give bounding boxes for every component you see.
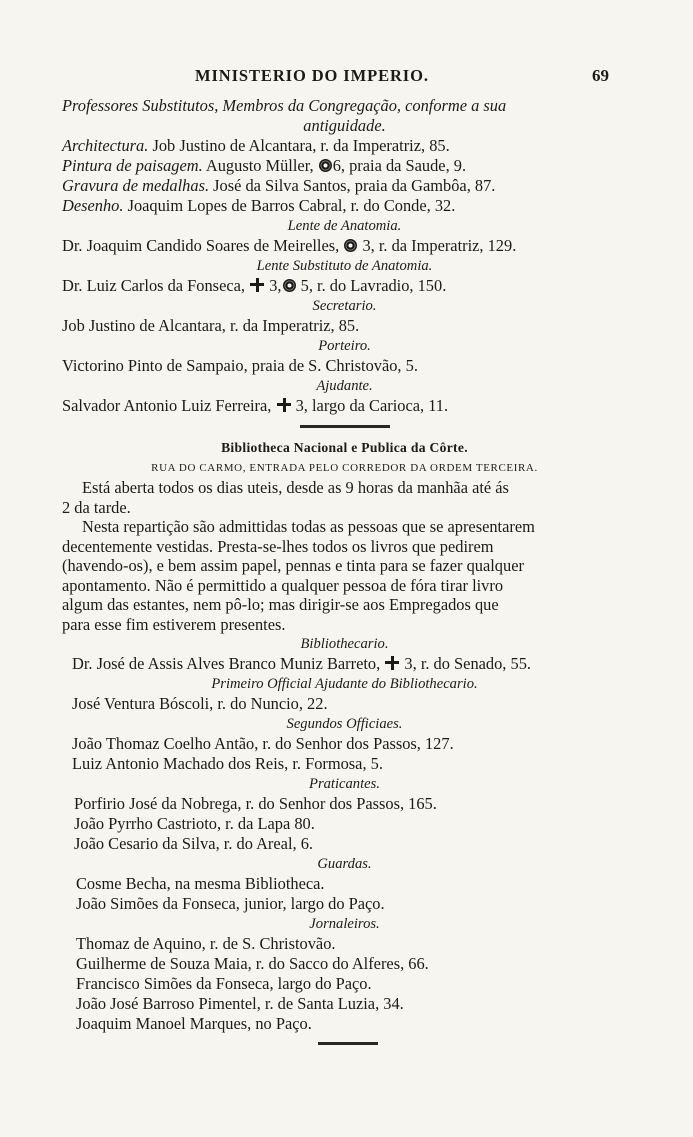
end-rule [318, 1042, 378, 1045]
lente-anatomia-heading: Lente de Anatomia. [287, 218, 402, 234]
professors-heading: Professores Substitutos, Membros da Congregação, conforme a sua [62, 96, 507, 115]
lente-anatomia: Dr. Joaquim Candido Soares de Meirelles, 3, r. da Imperatriz, 129. [62, 236, 517, 255]
segundos-heading: Segundos Officiaes. [286, 716, 403, 732]
list-item: Guilherme de Souza Maia, r. do Sacco do Alferes, 66. [76, 954, 429, 973]
entry-desenho: Desenho. Joaquim Lopes de Barros Cabral, r. do Conde, 32. [62, 196, 456, 215]
library-rules: Nesta repartição são admittidas todas as pessoas que se apresentarem decentemente vestidas. Presta-se-lhes todos os livros que pedirem (havendo-os), e bem assim papel, pennas e tinta para se fazer qualquer apontamento. Não é permittido a qualquer pessoa de fóra tirar livro algum das estantes, nem pô-lo; mas dirigir-se aos Empregados que para esse fim estiverem presentes. [62, 517, 535, 634]
list-item: Thomaz de Aquino, r. de S. Christovão. [76, 934, 336, 953]
section-divider [300, 425, 390, 428]
page-header [0, 66, 693, 90]
order-rose-icon [344, 239, 357, 252]
secretario-heading: Secretario. [312, 298, 377, 314]
porteiro: Victorino Pinto de Sampaio, praia de S. Christovão, 5. [62, 356, 418, 375]
page-number: 69 [592, 66, 609, 85]
list-item: Francisco Simões da Fonseca, largo do Paço. [76, 974, 372, 993]
primeiro-heading: Primeiro Official Ajudante do Bibliothecario. [211, 676, 478, 692]
bibliothecario: Dr. José de Assis Alves Branco Muniz Barreto, 3, r. do Senado, 55. [72, 654, 531, 673]
library-address: RUA DO CARMO, ENTRADA PELO CORREDOR DA ORDEM TERCEIRA. [151, 462, 538, 474]
running-title: MINISTERIO DO IMPERIO. [195, 66, 429, 85]
list-item: João Pyrrho Castrioto, r. da Lapa 80. [74, 814, 315, 833]
order-rose-icon [283, 279, 296, 292]
secretario: Job Justino de Alcantara, r. da Imperatriz, 85. [62, 316, 360, 335]
library-title: Bibliotheca Nacional e Publica da Côrte. [221, 440, 468, 455]
page-body [62, 96, 627, 1034]
entry-architectura: Architectura. Job Justino de Alcantara, r. da Imperatriz, 85. [62, 136, 450, 155]
list-item: João Simões da Fonseca, junior, largo do Paço. [76, 894, 385, 913]
ajudante-heading: Ajudante. [316, 378, 373, 394]
jornaleiros-heading: Jornaleiros. [309, 916, 380, 932]
order-cross-icon [385, 656, 399, 670]
praticantes-heading: Praticantes. [309, 776, 380, 792]
guardas-heading: Guardas. [317, 856, 372, 872]
list-item: João Cesario da Silva, r. do Areal, 6. [74, 834, 313, 853]
list-item: João Thomaz Coelho Antão, r. do Senhor dos Passos, 127. [72, 734, 454, 753]
professors-heading-cont: antiguidade. [303, 116, 386, 135]
bibliothecario-heading: Bibliothecario. [300, 636, 389, 652]
order-cross-icon [277, 398, 291, 412]
entry-gravura: Gravura de medalhas. José da Silva Santos, praia da Gambôa, 87. [62, 176, 496, 195]
order-cross-icon [250, 278, 264, 292]
order-rose-icon [319, 159, 332, 172]
library-hours: Está aberta todos os dias uteis, desde as 9 horas da manhãa até ás 2 da tarde. [62, 478, 509, 517]
porteiro-heading: Porteiro. [318, 338, 371, 354]
entry-pintura: Pintura de paisagem. Augusto Müller, 6, praia da Saude, 9. [62, 156, 467, 175]
primeiro-official: José Ventura Bóscoli, r. do Nuncio, 22. [72, 694, 328, 713]
list-item: Porfirio José da Nobrega, r. do Senhor dos Passos, 165. [74, 794, 437, 813]
list-item: Luiz Antonio Machado dos Reis, r. Formosa, 5. [72, 754, 383, 773]
ajudante: Salvador Antonio Luiz Ferreira, 3, largo da Carioca, 11. [62, 396, 449, 415]
list-item: Cosme Becha, na mesma Bibliotheca. [76, 874, 325, 893]
list-item: Joaquim Manoel Marques, no Paço. [76, 1014, 312, 1033]
list-item: João José Barroso Pimentel, r. de Santa Luzia, 34. [76, 994, 404, 1013]
substituto: Dr. Luiz Carlos da Fonseca, 3, 5, r. do Lavradio, 150. [62, 276, 447, 295]
substituto-heading: Lente Substituto de Anatomia. [256, 258, 433, 274]
